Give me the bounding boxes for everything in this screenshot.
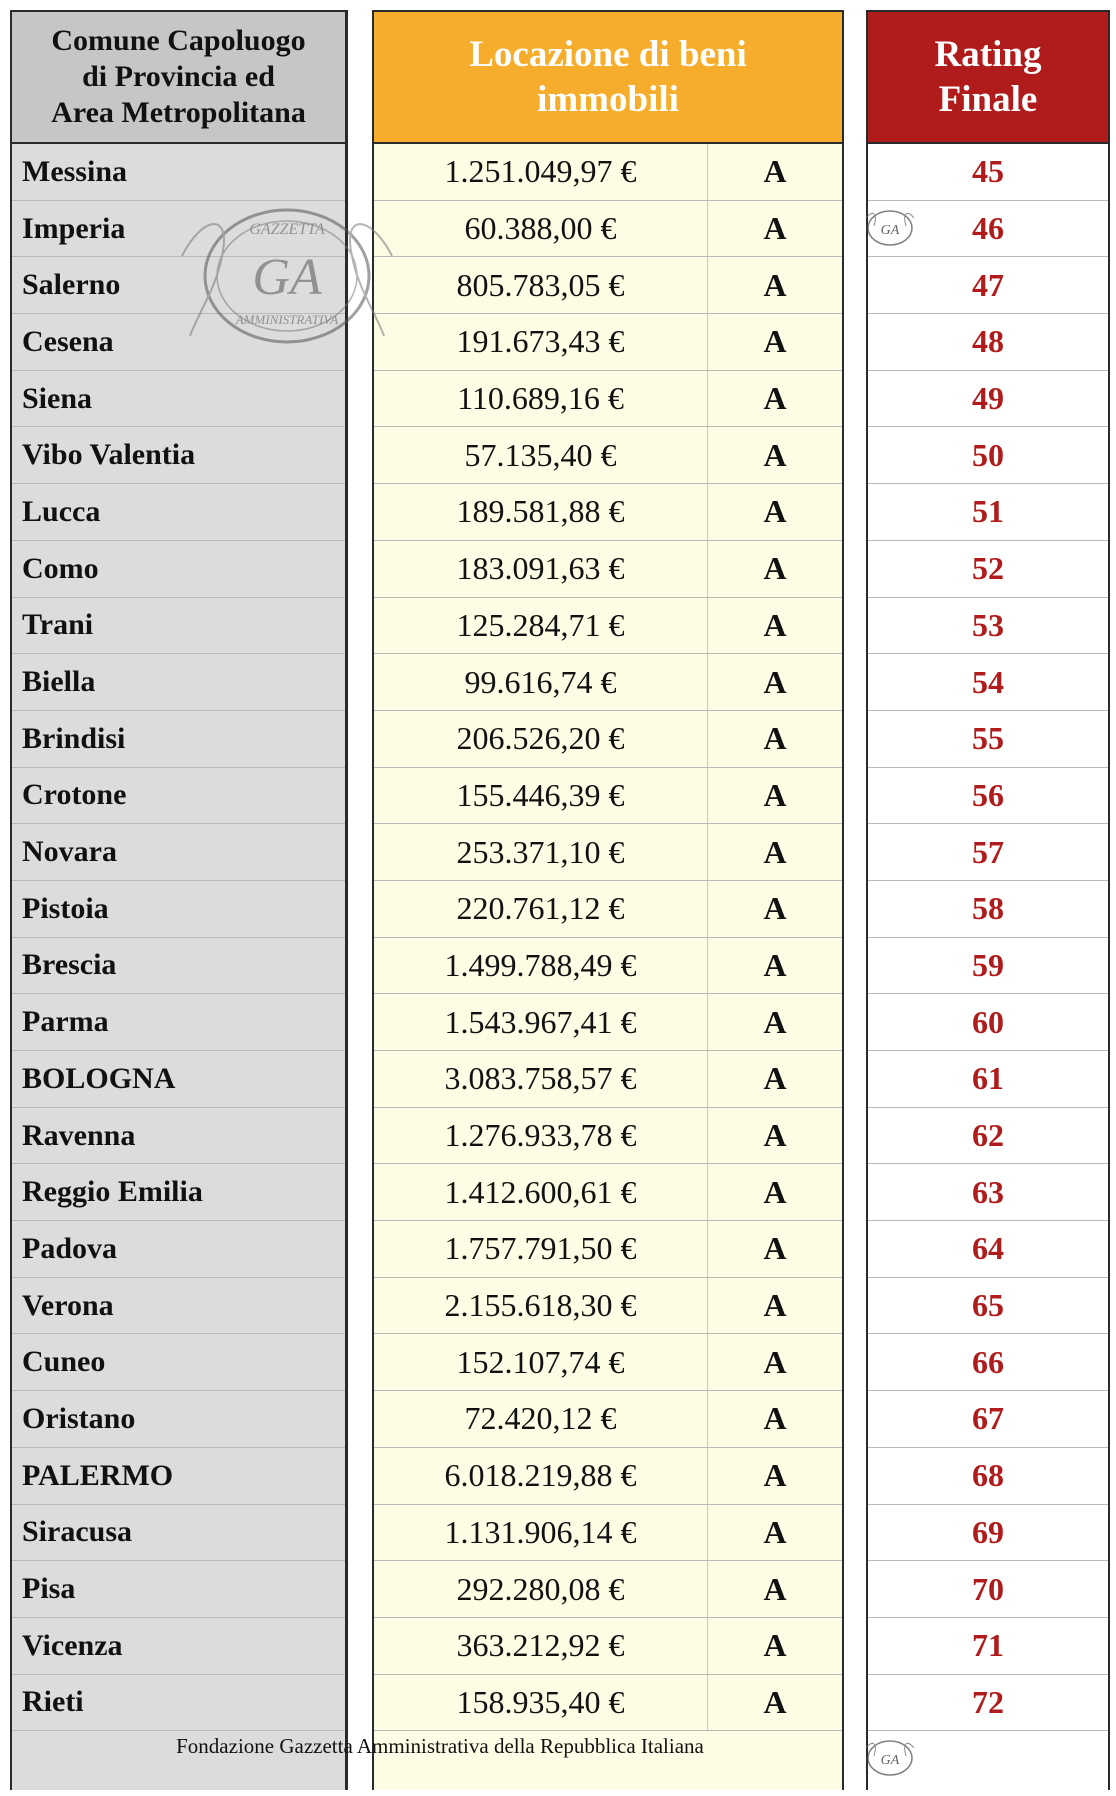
table-row bbox=[374, 711, 842, 768]
table-row bbox=[374, 881, 842, 938]
city-cell: Cesena bbox=[12, 314, 345, 371]
rating-cell: 54 bbox=[868, 654, 1108, 711]
rating-cell: 67 bbox=[868, 1391, 1108, 1448]
amount-cell: 155.446,39 € bbox=[374, 768, 708, 824]
rating-rows bbox=[868, 144, 1108, 1731]
grade-cell: A bbox=[763, 210, 787, 247]
grade-cell: A bbox=[763, 946, 787, 983]
rating-cell: 62 bbox=[868, 1108, 1108, 1165]
amount-cell: 110.689,16 € bbox=[374, 371, 708, 427]
table-row bbox=[374, 1108, 842, 1165]
amount-cell: 1.131.906,14 € bbox=[374, 1505, 708, 1561]
city-cell: Ravenna bbox=[12, 1108, 345, 1165]
amount-cell: 1.412.600,61 € bbox=[374, 1164, 708, 1220]
grade-cell: A bbox=[763, 1343, 787, 1380]
grade-cell: A bbox=[763, 1627, 787, 1664]
grade-cell: A bbox=[763, 663, 787, 700]
table-row bbox=[374, 994, 842, 1051]
watermark-main-text: GA bbox=[252, 249, 322, 306]
table-row bbox=[374, 1675, 842, 1732]
grade-cell: A bbox=[763, 1513, 787, 1550]
amount-cell: 363.212,92 € bbox=[374, 1618, 708, 1674]
rating-cell: 70 bbox=[868, 1561, 1108, 1618]
table-row bbox=[374, 144, 842, 201]
svg-text:GA: GA bbox=[880, 223, 900, 238]
table-row bbox=[374, 257, 842, 314]
table-row bbox=[374, 1221, 842, 1278]
grade-cell: A bbox=[763, 323, 787, 360]
rating-cell: 61 bbox=[868, 1051, 1108, 1108]
rating-cell: 57 bbox=[868, 824, 1108, 881]
table-row bbox=[374, 1448, 842, 1505]
city-cell: Salerno bbox=[12, 257, 345, 314]
city-cell: Biella bbox=[12, 654, 345, 711]
grade-cell: A bbox=[763, 1683, 787, 1720]
table-row bbox=[374, 1164, 842, 1221]
rating-cell: 48 bbox=[868, 314, 1108, 371]
table-row bbox=[374, 768, 842, 825]
grade-cell: A bbox=[763, 436, 787, 473]
table-row bbox=[374, 1051, 842, 1108]
table-row bbox=[374, 541, 842, 598]
amount-cell: 1.757.791,50 € bbox=[374, 1221, 708, 1277]
rating-cell: 49 bbox=[868, 371, 1108, 428]
city-cell: Rieti bbox=[12, 1675, 345, 1732]
locazione-header: Locazione di beni immobili bbox=[374, 12, 842, 144]
grade-cell: A bbox=[763, 1457, 787, 1494]
city-cell: Verona bbox=[12, 1278, 345, 1335]
gazzetta-footer-logo-icon bbox=[862, 1736, 918, 1780]
grade-cell: A bbox=[763, 380, 787, 417]
grade-cell: A bbox=[763, 1400, 787, 1437]
city-cell: Crotone bbox=[12, 768, 345, 825]
rating-cell: 72 bbox=[868, 1675, 1108, 1732]
rating-cell: 52 bbox=[868, 541, 1108, 598]
amount-cell: 6.018.219,88 € bbox=[374, 1448, 708, 1504]
city-cell: Vibo Valentia bbox=[12, 427, 345, 484]
grade-cell: A bbox=[763, 1003, 787, 1040]
rating-cell: 69 bbox=[868, 1505, 1108, 1562]
table-row bbox=[374, 824, 842, 881]
city-cell: Messina bbox=[12, 144, 345, 201]
rating-cell: 68 bbox=[868, 1448, 1108, 1505]
city-cell: Imperia bbox=[12, 201, 345, 258]
amount-cell: 3.083.758,57 € bbox=[374, 1051, 708, 1107]
table-row bbox=[374, 654, 842, 711]
amount-cell: 220.761,12 € bbox=[374, 881, 708, 937]
city-cell: Brindisi bbox=[12, 711, 345, 768]
comune-header: Comune Capoluogo di Provincia ed Area Metropolitana bbox=[12, 12, 345, 144]
city-cell: Oristano bbox=[12, 1391, 345, 1448]
locazione-rows bbox=[374, 144, 842, 1731]
table-row bbox=[374, 1561, 842, 1618]
grade-cell: A bbox=[763, 606, 787, 643]
grade-cell: A bbox=[763, 1570, 787, 1607]
amount-cell: 1.543.967,41 € bbox=[374, 994, 708, 1050]
comune-rows bbox=[12, 144, 345, 1731]
rating-cell: 53 bbox=[868, 598, 1108, 655]
amount-cell: 2.155.618,30 € bbox=[374, 1278, 708, 1334]
table-row bbox=[374, 1278, 842, 1335]
amount-cell: 57.135,40 € bbox=[374, 427, 708, 483]
table-row bbox=[374, 938, 842, 995]
rating-cell: 51 bbox=[868, 484, 1108, 541]
amount-cell: 206.526,20 € bbox=[374, 711, 708, 767]
gazzetta-watermark-logo bbox=[162, 196, 412, 356]
amount-cell: 152.107,74 € bbox=[374, 1334, 708, 1390]
city-cell: Brescia bbox=[12, 938, 345, 995]
locazione-column bbox=[372, 10, 844, 1790]
rating-cell: 64 bbox=[868, 1221, 1108, 1278]
grade-cell: A bbox=[763, 550, 787, 587]
amount-cell: 191.673,43 € bbox=[374, 314, 708, 370]
grade-cell: A bbox=[763, 1230, 787, 1267]
amount-cell: 1.251.049,97 € bbox=[374, 144, 708, 200]
table-row bbox=[374, 1334, 842, 1391]
rating-cell: 58 bbox=[868, 881, 1108, 938]
grade-cell: A bbox=[763, 493, 787, 530]
gazzetta-small-logo-icon bbox=[862, 206, 918, 250]
city-cell: Pisa bbox=[12, 1561, 345, 1618]
city-cell: Lucca bbox=[12, 484, 345, 541]
rating-cell: 65 bbox=[868, 1278, 1108, 1335]
grade-cell: A bbox=[763, 890, 787, 927]
grade-cell: A bbox=[763, 1060, 787, 1097]
city-cell: Vicenza bbox=[12, 1618, 345, 1675]
city-cell: Siena bbox=[12, 371, 345, 428]
amount-cell: 183.091,63 € bbox=[374, 541, 708, 597]
rating-column bbox=[866, 10, 1110, 1790]
grade-cell: A bbox=[763, 833, 787, 870]
rating-cell: 47 bbox=[868, 257, 1108, 314]
amount-cell: 189.581,88 € bbox=[374, 484, 708, 540]
city-cell: Cuneo bbox=[12, 1334, 345, 1391]
grade-cell: A bbox=[763, 776, 787, 813]
grade-cell: A bbox=[763, 266, 787, 303]
watermark-top-text: GAZZETTA bbox=[249, 221, 325, 238]
rating-cell: 50 bbox=[868, 427, 1108, 484]
grade-cell: A bbox=[763, 720, 787, 757]
amount-cell: 99.616,74 € bbox=[374, 654, 708, 710]
rating-cell: 46 bbox=[868, 201, 1108, 258]
table-row bbox=[374, 427, 842, 484]
grade-cell: A bbox=[763, 153, 787, 190]
rating-cell: 63 bbox=[868, 1164, 1108, 1221]
svg-text:GA: GA bbox=[880, 1753, 900, 1768]
table-row bbox=[374, 371, 842, 428]
table-row bbox=[374, 484, 842, 541]
grade-cell: A bbox=[763, 1117, 787, 1154]
rating-header: Rating Finale bbox=[868, 12, 1108, 144]
rating-cell: 55 bbox=[868, 711, 1108, 768]
footer-credit: Fondazione Gazzetta Amministrativa della Repubblica Italiana bbox=[176, 1734, 704, 1758]
amount-cell: 805.783,05 € bbox=[374, 257, 708, 313]
city-cell: Como bbox=[12, 541, 345, 598]
table-row bbox=[374, 598, 842, 655]
grade-cell: A bbox=[763, 1287, 787, 1324]
rating-cell: 60 bbox=[868, 994, 1108, 1051]
city-cell: PALERMO bbox=[12, 1448, 345, 1505]
amount-cell: 292.280,08 € bbox=[374, 1561, 708, 1617]
city-cell: Pistoia bbox=[12, 881, 345, 938]
amount-cell: 158.935,40 € bbox=[374, 1675, 708, 1731]
table-row bbox=[374, 1391, 842, 1448]
amount-cell: 125.284,71 € bbox=[374, 598, 708, 654]
city-cell: Trani bbox=[12, 598, 345, 655]
table-row bbox=[374, 1505, 842, 1562]
city-cell: Novara bbox=[12, 824, 345, 881]
city-cell: Padova bbox=[12, 1221, 345, 1278]
rating-cell: 56 bbox=[868, 768, 1108, 825]
table-row bbox=[374, 201, 842, 258]
rating-cell: 71 bbox=[868, 1618, 1108, 1675]
grade-cell: A bbox=[763, 1173, 787, 1210]
city-cell: Parma bbox=[12, 994, 345, 1051]
amount-cell: 253.371,10 € bbox=[374, 824, 708, 880]
amount-cell: 60.388,00 € bbox=[374, 201, 708, 257]
amount-cell: 1.276.933,78 € bbox=[374, 1108, 708, 1164]
table-row bbox=[374, 1618, 842, 1675]
rating-cell: 45 bbox=[868, 144, 1108, 201]
amount-cell: 72.420,12 € bbox=[374, 1391, 708, 1447]
city-cell: Siracusa bbox=[12, 1505, 345, 1562]
rating-cell: 59 bbox=[868, 938, 1108, 995]
rating-cell: 66 bbox=[868, 1334, 1108, 1391]
amount-cell: 1.499.788,49 € bbox=[374, 938, 708, 994]
city-cell: BOLOGNA bbox=[12, 1051, 345, 1108]
table-row bbox=[374, 314, 842, 371]
watermark-bottom-text: AMMINISTRATIVA bbox=[235, 312, 339, 327]
city-cell: Reggio Emilia bbox=[12, 1164, 345, 1221]
